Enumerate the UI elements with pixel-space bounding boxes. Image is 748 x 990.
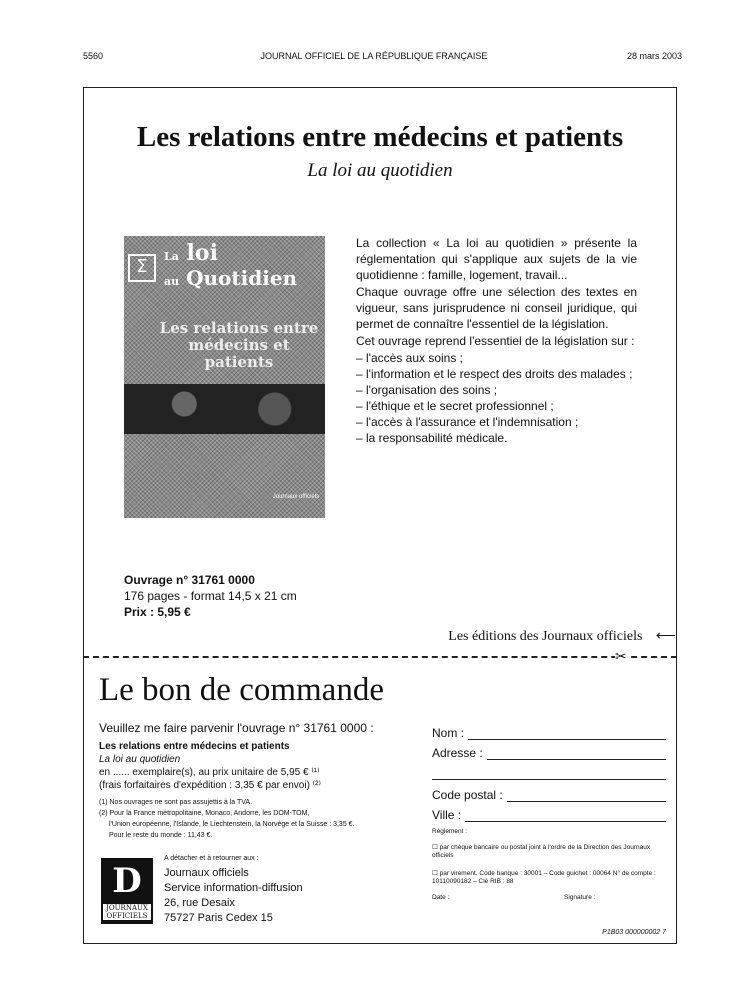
code-postal-row xyxy=(432,782,666,802)
order-quantity: en ...... exemplaire(s), au prix unitaire de 5,95 € ⁽¹⁾ xyxy=(99,767,320,778)
note-3: l'Union européenne, l'Islande, le Liechtenstein, la Norvège et la Suisse : 3,35 €. xyxy=(109,821,355,828)
order-intro: Veuillez me faire parvenir l'ouvrage n° 31761 0000 : xyxy=(99,721,374,735)
return-address xyxy=(164,854,303,926)
address-line-4: 75727 Paris Cedex 15 xyxy=(164,912,273,924)
topic-list xyxy=(356,350,637,446)
reglement-label: Règlement : xyxy=(432,828,468,835)
nom-row xyxy=(432,720,666,740)
list-item: – l'organisation des soins ; xyxy=(356,383,498,397)
ad-subtitle: La loi au quotidien xyxy=(307,160,453,181)
date-label: Date : xyxy=(432,894,450,901)
adresse-label: Adresse : xyxy=(432,746,483,760)
header-date: 28 mars 2003 xyxy=(626,51,682,61)
cover-photo xyxy=(124,384,325,434)
list-item: – l'accès aux soins ; xyxy=(356,351,464,365)
journaux-officiels-logo xyxy=(101,858,153,924)
code-postal-label: Code postal : xyxy=(432,788,503,802)
address-line-1: Journaux officiels xyxy=(164,867,249,879)
editions-line xyxy=(448,628,676,645)
nom-field[interactable] xyxy=(468,728,666,740)
logo-mark: D xyxy=(112,861,142,901)
ouvrage-number: Ouvrage n° 31761 0000 xyxy=(124,573,255,587)
book-cover xyxy=(124,236,325,518)
list-item: – la responsabilité médicale. xyxy=(356,431,508,445)
desc-para-2: Chaque ouvrage offre une sélection des textes en vigueur, sans jurisprudence ni conseil juridique, qui permet de connaître l'essentiel de la législation. xyxy=(356,285,637,331)
ville-label: Ville : xyxy=(432,808,462,822)
note-2: (2) Pour la France métropolitaine, Monaco, Andorre, les DOM-TOM, xyxy=(99,810,310,817)
code-postal-field[interactable] xyxy=(507,790,666,802)
return-label: A détacher et à retourner aux : xyxy=(164,855,259,862)
ad-title: Les relations entre médecins et patients xyxy=(136,121,624,153)
list-item: – l'accès à l'assurance et l'indemnisation ; xyxy=(356,415,579,429)
adresse-field-2[interactable] xyxy=(432,768,666,780)
description xyxy=(356,235,637,446)
order-details xyxy=(99,722,419,841)
cover-title: Les relations entre médecins et patients xyxy=(159,319,319,371)
ville-field[interactable] xyxy=(465,810,666,822)
page-number: 5560 xyxy=(83,51,104,61)
adresse-row xyxy=(432,740,666,760)
address-line-3: 26, rue Desaix xyxy=(164,897,235,909)
ville-row xyxy=(432,802,666,822)
adresse-field[interactable] xyxy=(487,748,666,760)
cut-line xyxy=(83,656,677,658)
note-4: Pour le reste du monde : 11,43 €. xyxy=(109,832,213,839)
editions-text: Les éditions des Journaux officiels xyxy=(448,629,643,644)
note-1: (1) Nos ouvrages ne sont pas assujettis à la TVA. xyxy=(99,799,253,806)
book-format: 176 pages - format 14,5 x 21 cm xyxy=(124,589,297,603)
date-signature-row xyxy=(432,894,666,902)
list-item: – l'information et le respect des droits des malades ; xyxy=(356,367,633,381)
book-reference xyxy=(124,572,297,620)
arrow-left-icon: ⟵ xyxy=(655,629,676,644)
book-price: Prix : 5,95 € xyxy=(124,605,191,619)
order-book-title: Les relations entre médecins et patients xyxy=(99,741,290,752)
logo-line-1: JOURNAUX xyxy=(103,904,151,912)
customer-form xyxy=(432,720,666,902)
document-code: P1B03 000000002 7 xyxy=(602,929,666,936)
cover-series-top: La loi xyxy=(164,240,218,266)
journal-title: JOURNAL OFFICIEL DE LA RÉPUBLIQUE FRANÇAISE xyxy=(260,51,488,61)
sigma-logo-icon: Σ xyxy=(128,254,156,282)
desc-para-1: La collection « La loi au quotidien » présente la réglementation qui s'applique aux sujets de la vie quotidienne : famille, logement, travail... xyxy=(356,236,637,282)
nom-label: Nom : xyxy=(432,726,465,740)
scissors-icon: ✂ xyxy=(615,648,627,664)
cheque-option[interactable]: ☐ par chèque bancaire ou postal joint à l'ordre de la Direction des Journaux officiels xyxy=(432,844,651,859)
desc-para-3: Cet ouvrage reprend l'essentiel de la législation sur : xyxy=(356,334,635,348)
order-book-sub: La loi au quotidien xyxy=(99,754,181,765)
address-line-2: Service information-diffusion xyxy=(164,882,303,894)
order-shipping: (frais forfaitaires d'expédition : 3,35 € par envoi) ⁽²⁾ xyxy=(99,780,321,791)
virement-option[interactable]: ☐ par virement. Code banque : 30001 – Code guichet : 00064 N° de compte : 10110090182 – Clé RIB : 88 xyxy=(432,870,656,885)
list-item: – l'éthique et le secret professionnel ; xyxy=(356,399,554,413)
signature-label: Signature : xyxy=(564,894,596,901)
logo-line-2: OFFICIELS xyxy=(103,912,151,920)
adresse-row-2 xyxy=(432,760,666,780)
cover-series-bottom: au Quotidien xyxy=(164,266,298,290)
order-form-title: Le bon de commande xyxy=(99,672,384,708)
cover-publisher: Journaux officiels xyxy=(272,494,319,500)
